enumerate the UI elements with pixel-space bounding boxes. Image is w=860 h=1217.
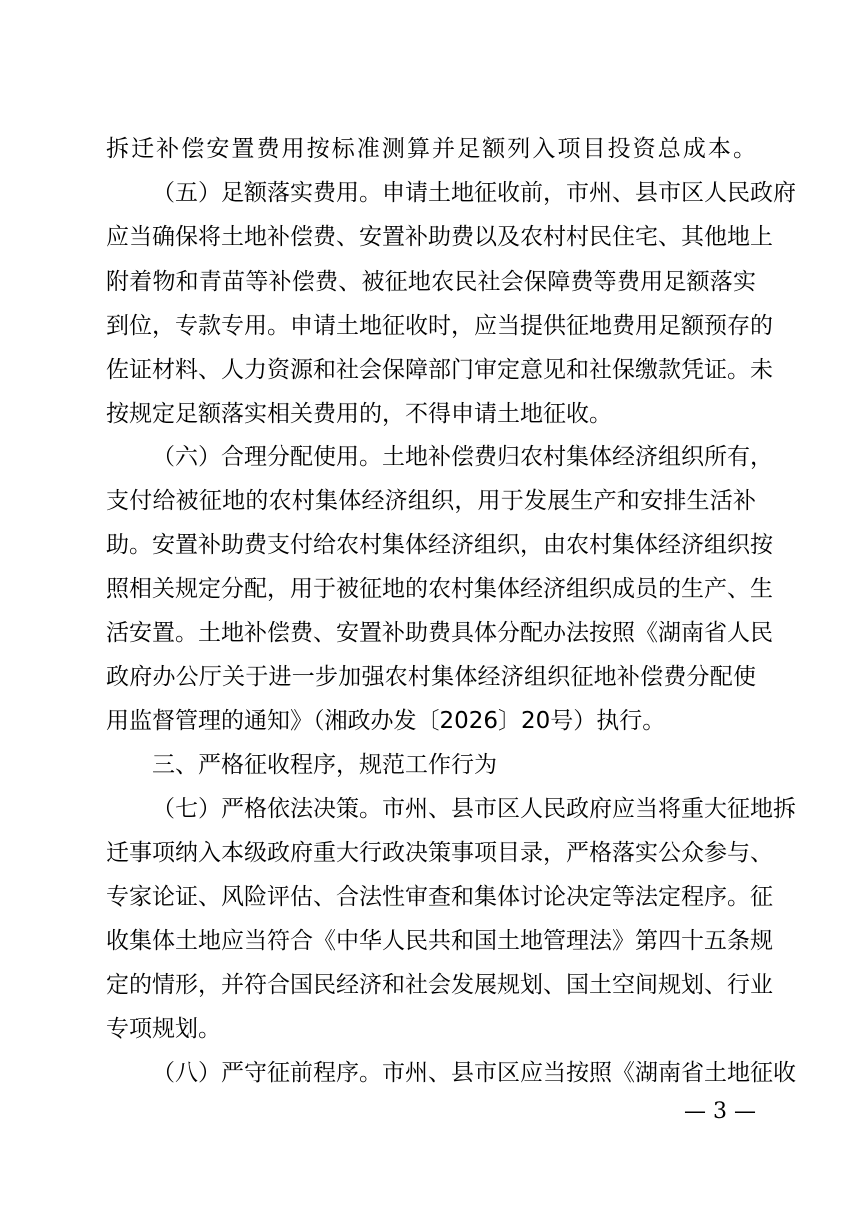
text-line-4: 附着物和青苗等补偿费、被征地农民社会保障费等费用足额落实 bbox=[106, 269, 756, 295]
text-line-8: （六）合理分配使用。土地补偿费归农村集体经济组织所有， bbox=[152, 444, 773, 470]
text-line-11: 照相关规定分配，用于被征地的农村集体经济组织成员的生产、生 bbox=[106, 576, 773, 602]
page-number: — 3 — bbox=[684, 1099, 756, 1124]
text-line-22: （八）严守征前程序。市州、县市区应当按照《湖南省土地征收 bbox=[152, 1060, 796, 1086]
text-line-19: 收集体土地应当符合《中华人民共和国土地管理法》第四十五条规 bbox=[106, 928, 773, 954]
text-line-1: 拆迁补偿安置费用按标准测算并足额列入项目投资总成本。 bbox=[106, 136, 756, 162]
text-line-9: 支付给被征地的农村集体经济组织，用于发展生产和安排生活补 bbox=[106, 488, 756, 514]
text-line-7: 按规定足额落实相关费用的，不得申请土地征收。 bbox=[106, 401, 612, 427]
text-line-17: 迁事项纳入本级政府重大行政决策事项目录，严格落实公众参与、 bbox=[106, 840, 773, 866]
text-line-2: （五）足额落实费用。申请土地征收前，市州、县市区人民政府 bbox=[152, 180, 796, 206]
text-line-5: 到位，专款专用。申请土地征收时，应当提供征地费用足额预存的 bbox=[106, 313, 773, 339]
text-line-16: （七）严格依法决策。市州、县市区人民政府应当将重大征地拆 bbox=[152, 796, 796, 822]
text-line-20: 定的情形，并符合国民经济和社会发展规划、国土空间规划、行业 bbox=[106, 972, 773, 998]
text-line-14: 用监督管理的通知》（湘政办发〔2026〕20号）执行。 bbox=[106, 708, 666, 734]
text-line-12: 活安置。土地补偿费、安置补助费具体分配办法按照《湖南省人民 bbox=[106, 620, 773, 646]
text-line-10: 助。安置补助费支付给农村集体经济组织，由农村集体经济组织按 bbox=[106, 532, 773, 558]
text-line-3: 应当确保将土地补偿费、安置补助费以及农村村民住宅、其他地上 bbox=[106, 224, 773, 250]
text-line-21: 专项规划。 bbox=[106, 1016, 221, 1042]
section-heading: 三、严格征收程序，规范工作行为 bbox=[152, 752, 497, 778]
text-line-13: 政府办公厅关于进一步加强农村集体经济组织征地补偿费分配使 bbox=[106, 664, 756, 690]
text-line-6: 佐证材料、人力资源和社会保障部门审定意见和社保缴款凭证。未 bbox=[106, 357, 773, 383]
text-line-18: 专家论证、风险评估、合法性审查和集体讨论决定等法定程序。征 bbox=[106, 884, 773, 910]
